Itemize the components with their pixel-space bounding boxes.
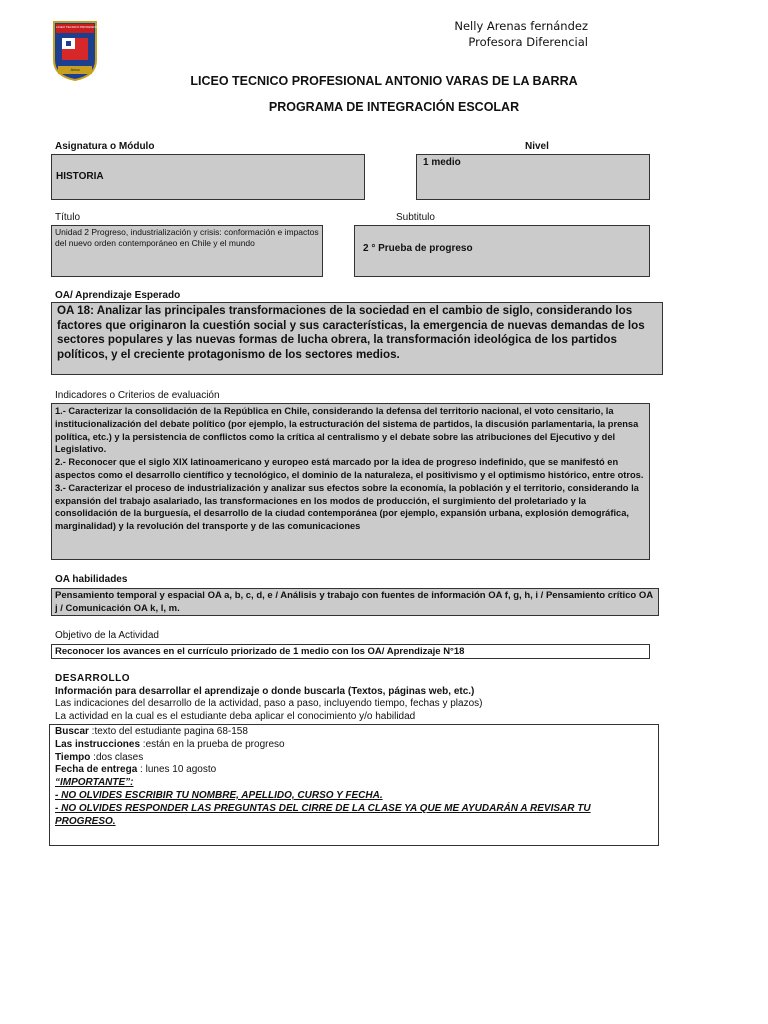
buscar-value: :texto del estudiante pagina 68-158 [88, 726, 248, 737]
tiempo-label: Tiempo [55, 751, 91, 763]
indicador-item: 2.- Reconocer que el siglo XIX latinoamericano y europeo está marcado por la idea de progreso indefinido, que se manifestó en aspectos como el desarrollo científico y tecnológico, el dominio de la naturaleza, el positivismo y el optimismo histórico, entre otros. [55, 457, 644, 480]
buscar-label: Buscar [55, 726, 89, 737]
habilidades-label: OA habilidades [55, 574, 128, 585]
nota-responder: - NO OLVIDES RESPONDER LAS PREGUNTAS DEL CIRRE DE LA CLASE YA QUE ME AYUDARÁN A REVISAR TU PROGRESO. [55, 802, 591, 827]
desarrollo-label: DESARROLLO [55, 673, 130, 684]
fecha-label: Fecha de entrega [55, 764, 138, 776]
buscar-line [55, 726, 653, 739]
indicadores-box [51, 403, 650, 560]
instrucciones-line [55, 739, 653, 752]
desarrollo-line2: Las indicaciones del desarrollo de la actividad, paso a paso, incluyendo tiempo, fechas y plazos) [55, 698, 483, 709]
titulo-label: Título [55, 212, 81, 223]
fecha-line [55, 764, 653, 777]
subtitulo-value: 2 ° Prueba de progreso [354, 225, 650, 277]
fecha-value: : lunes 10 agosto [137, 764, 217, 776]
indicadores-label: Indicadores o Criterios de evaluación [55, 390, 220, 401]
school-logo [52, 20, 102, 82]
objetivo-value: Reconocer los avances en el currículo priorizado de 1 medio con los OA/ Aprendizaje N°18 [51, 644, 650, 659]
titulo-value: Unidad 2 Progreso, industrialización y crisis: conformación e impactos del nuevo orden contemporáneo en Chile y el mundo [51, 225, 323, 277]
logo-bottom-text: Arica [70, 67, 80, 72]
desarrollo-info-label: Información para desarrollar el aprendizaje o donde buscarla (Textos, páginas web, etc.) [55, 686, 475, 697]
indicador-item: 1.- Caracterizar la consolidación de la República en Chile, considerando la defensa del territorio nacional, el voto censitario, la institucionalización del debate político (por ejemplo, la estructuración del sistema de partidos, la discusión parlamentaria, la prensa política, etc.) y la persistencia de conflictos como la crítica al centralismo y el debate sobre las atribuciones del Ejecutivo y del Legislativo. [55, 406, 639, 455]
nivel-label: Nivel [525, 141, 549, 152]
subtitulo-label: Subtitulo [396, 212, 435, 223]
indicador-item: 3.- Caracterizar el proceso de industrialización y analizar sus efectos sobre la economía, la población y el territorio, considerando la expansión del trabajo asalariado, las transformaciones en los modos de producción, el surgimiento del proletariado y la consolidación de la burguesía, el desarrollo de la ciudad contemporánea (por ejemplo, expansión urbana, explosión demográfica, marginalidad) y la revolución del transporte y de las comunicaciones [55, 482, 639, 532]
importante-heading: “IMPORTANTE”: [55, 777, 134, 789]
oa-label: OA/ Aprendizaje Esperado [55, 290, 181, 301]
nota-nombre: - NO OLVIDES ESCRIBIR TU NOMBRE, APELLIDO, CURSO Y FECHA. [55, 789, 383, 801]
tiempo-line [55, 752, 653, 765]
desarrollo-line3: La actividad en la cual es el estudiante deba aplicar el conocimiento y/o habilidad [55, 711, 416, 722]
habilidades-value: Pensamiento temporal y espacial OA a, b, c, d, e / Análisis y trabajo con fuentes de información OA f, g, h, i / Pensamiento crítico OA j / Comunicación OA k, l, m. [51, 588, 659, 616]
instrucciones-value: :están en la prueba de progreso [140, 738, 285, 750]
teacher-name: Nelly Arenas fernández [454, 19, 588, 33]
teacher-info [454, 18, 588, 50]
asignatura-label: Asignatura o Módulo [55, 141, 155, 152]
objetivo-label: Objetivo de la Actividad [55, 630, 159, 641]
asignatura-value: HISTORIA [51, 154, 365, 200]
program-title: PROGRAMA DE INTEGRACIÓN ESCOLAR [268, 100, 520, 114]
desarrollo-box [49, 724, 659, 846]
oa-value: OA 18: Analizar las principales transformaciones de la sociedad en el cambio de siglo, considerando los factores que originaron la cuestión social y sus características, la emergencia de nuevas demandas de los sectores populares y las nuevas formas de lucha obrera, la transformación ideológica de los partidos políticos, y el creciente protagonismo de los sectores medios. [51, 302, 663, 375]
logo-top-text: LICEO TECNICO PROFESIONAL [56, 25, 102, 29]
teacher-role: Profesora Diferencial [468, 35, 588, 49]
tiempo-value: :dos clases [90, 751, 144, 763]
nivel-value: 1 medio [416, 154, 650, 200]
school-title: LICEO TECNICO PROFESIONAL ANTONIO VARAS DE LA BARRA [190, 74, 578, 88]
instrucciones-label: Las instrucciones [55, 738, 141, 750]
